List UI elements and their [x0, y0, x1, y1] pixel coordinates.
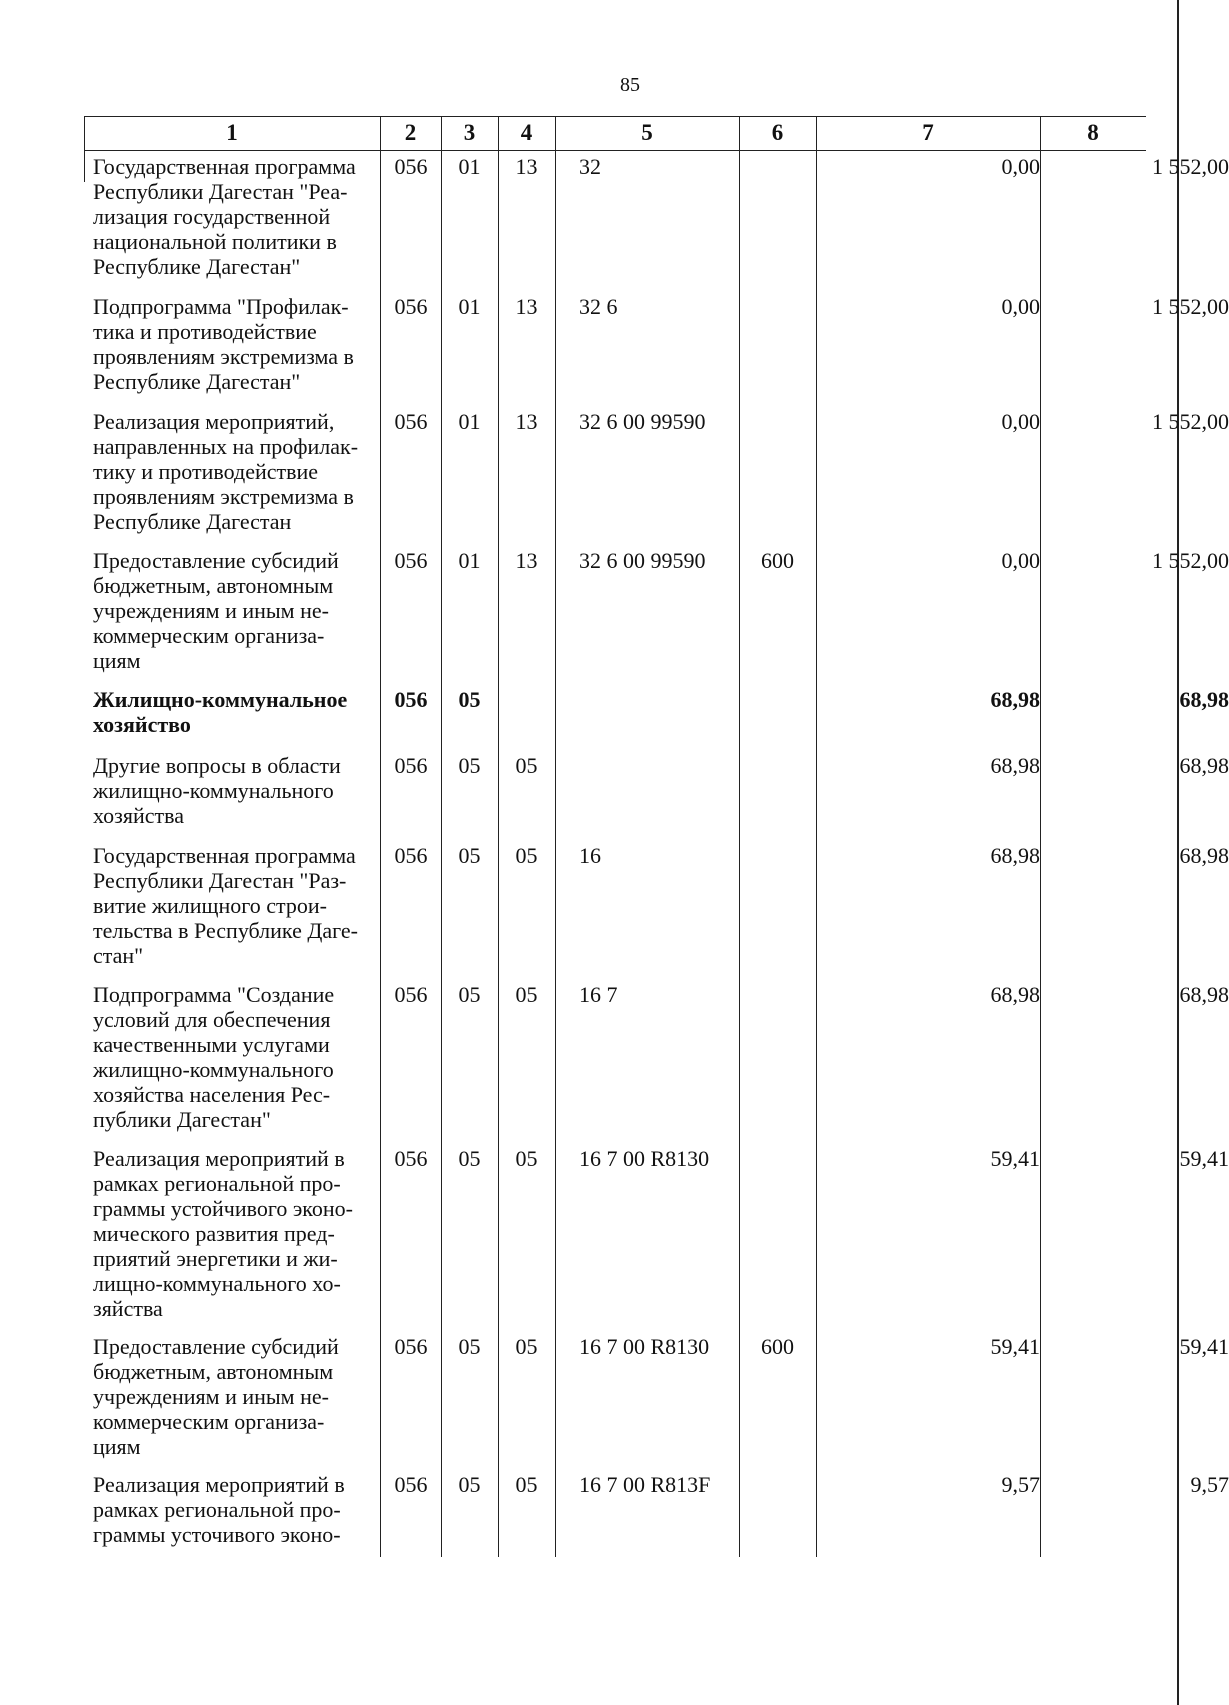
cell-col-3: 01 — [458, 294, 481, 319]
row-name-line: Республике Дагестан" — [93, 369, 301, 394]
budget-table — [84, 116, 1229, 1557]
cell-col-4: 05 — [515, 843, 538, 868]
column-divider — [555, 116, 556, 1557]
cell-col-4: 05 — [515, 1472, 538, 1497]
header-col-8: 8 — [1087, 120, 1099, 145]
cell-col-3: 05 — [458, 687, 481, 712]
cell-col-5: 32 6 00 99590 — [579, 548, 706, 573]
cell-col-3: 05 — [458, 1146, 481, 1171]
row-name-line: бюджетным, автономным — [93, 573, 334, 598]
row-name-line: лизация государственной — [93, 204, 331, 229]
cell-col-4: 13 — [515, 294, 538, 319]
header-bottom-border — [84, 150, 1146, 151]
cell-col-4: 05 — [515, 982, 538, 1007]
cell-col-4: 13 — [515, 548, 538, 573]
row-name-line: Жилищно-коммунальное — [93, 687, 348, 712]
cell-col-7: 0,00 — [1001, 154, 1040, 179]
row-name-line: Подпрограмма "Профилак- — [93, 294, 349, 319]
header-col-7: 7 — [922, 120, 934, 145]
row-name-line: качественными услугами — [93, 1032, 330, 1057]
row-name-line: условий для обеспечения — [93, 1007, 331, 1032]
cell-col-8: 68,98 — [1179, 843, 1229, 868]
cell-col-7: 68,98 — [990, 843, 1040, 868]
cell-col-4: 05 — [515, 1334, 538, 1359]
row-name-line: тика и противодействие — [93, 319, 317, 344]
row-name-line: учреждениям и иным не- — [93, 598, 329, 623]
row-name-line: граммы устойчивого эконо- — [93, 1196, 353, 1221]
row-name-cell — [93, 753, 368, 828]
row-name-cell — [93, 843, 368, 968]
cell-col-7: 59,41 — [990, 1334, 1040, 1359]
cell-col-2: 056 — [394, 753, 428, 778]
row-name-cell — [93, 294, 368, 394]
row-name-line: Республики Дагестан "Реа- — [93, 179, 348, 204]
row-name-line: Подпрограмма "Создание — [93, 982, 335, 1007]
cell-col-2: 056 — [394, 1472, 428, 1497]
cell-col-8: 68,98 — [1179, 687, 1229, 712]
cell-col-4: 13 — [515, 154, 538, 179]
cell-col-2: 056 — [394, 294, 428, 319]
header-col-6: 6 — [771, 120, 784, 145]
cell-col-7: 68,98 — [990, 982, 1040, 1007]
row-name-line: Предоставление субсидий — [93, 1334, 339, 1359]
header-col-5: 5 — [641, 120, 653, 145]
cell-col-3: 05 — [458, 843, 481, 868]
cell-col-7: 59,41 — [990, 1146, 1040, 1171]
row-name-line: жилищно-коммунального — [93, 1057, 334, 1082]
cell-col-2: 056 — [394, 687, 428, 712]
cell-col-8: 1 552,00 — [1152, 154, 1229, 179]
cell-col-8: 1 552,00 — [1152, 409, 1229, 434]
cell-col-4: 05 — [515, 753, 538, 778]
row-name-line: стан" — [93, 943, 144, 968]
cell-col-7: 68,98 — [990, 753, 1040, 778]
cell-col-8: 1 552,00 — [1152, 294, 1229, 319]
cell-col-5: 32 6 — [579, 294, 618, 319]
cell-col-2: 056 — [394, 409, 428, 434]
cell-col-4: 13 — [515, 409, 538, 434]
row-name-line: лищно-коммунального хо- — [93, 1271, 341, 1296]
header-col-4: 4 — [520, 120, 533, 145]
cell-col-7: 9,57 — [1001, 1472, 1040, 1497]
row-name-cell — [93, 1472, 368, 1547]
cell-col-7: 68,98 — [990, 687, 1040, 712]
row-name-line: Реализация мероприятий, — [93, 409, 335, 434]
cell-col-5: 16 7 00 R813F — [579, 1472, 711, 1497]
cell-col-3: 05 — [458, 982, 481, 1007]
table-top-border — [84, 116, 1146, 117]
cell-col-8: 68,98 — [1179, 753, 1229, 778]
row-name-line: зяйства — [93, 1296, 163, 1321]
row-name-line: граммы усточивого эконо- — [93, 1522, 341, 1547]
row-name-line: учреждениям и иным не- — [93, 1384, 329, 1409]
row-name-line: хозяйства населения Рес- — [93, 1082, 331, 1107]
cell-col-2: 056 — [394, 1146, 428, 1171]
cell-col-8: 9,57 — [1190, 1472, 1229, 1497]
row-name-line: Республике Дагестан — [93, 509, 292, 534]
row-name-cell — [93, 548, 368, 673]
row-name-line: коммерческим организа- — [93, 1409, 325, 1434]
cell-col-4: 05 — [515, 1146, 538, 1171]
row-name-line: жилищно-коммунального — [93, 778, 334, 803]
cell-col-5: 32 — [579, 154, 601, 179]
cell-col-7: 0,00 — [1001, 548, 1040, 573]
cell-col-5: 16 — [579, 843, 601, 868]
cell-col-3: 05 — [458, 753, 481, 778]
row-name-cell — [93, 982, 368, 1132]
header-col-3: 3 — [463, 120, 476, 145]
cell-col-3: 01 — [458, 548, 481, 573]
cell-col-2: 056 — [394, 1334, 428, 1359]
row-name-cell — [93, 1334, 368, 1459]
row-name-line: бюджетным, автономным — [93, 1359, 334, 1384]
cell-col-5: 32 6 00 99590 — [579, 409, 706, 434]
row-name-cell — [93, 1146, 368, 1321]
cell-col-2: 056 — [394, 154, 428, 179]
cell-col-8: 68,98 — [1179, 982, 1229, 1007]
cell-col-8: 59,41 — [1179, 1146, 1229, 1171]
cell-col-7: 0,00 — [1001, 409, 1040, 434]
cell-col-3: 01 — [458, 154, 481, 179]
row-name-line: тику и противодействие — [93, 459, 319, 484]
cell-col-2: 056 — [394, 843, 428, 868]
row-name-line: национальной политики в — [93, 229, 337, 254]
row-name-line: направленных на профилак- — [93, 434, 359, 459]
cell-col-2: 056 — [394, 982, 428, 1007]
cell-col-3: 01 — [458, 409, 481, 434]
row-name-line: рамках региональной про- — [93, 1497, 341, 1522]
row-name-cell — [93, 154, 368, 279]
cell-col-8: 1 552,00 — [1152, 548, 1229, 573]
row-name-line: Республики Дагестан "Раз- — [93, 868, 347, 893]
cell-col-5: 16 7 00 R8130 — [579, 1146, 710, 1171]
row-name-line: тельства в Республике Даге- — [93, 918, 358, 943]
cell-col-5: 16 7 — [579, 982, 618, 1007]
cell-col-3: 05 — [458, 1334, 481, 1359]
row-name-line: проявлениям экстремизма в — [93, 344, 354, 369]
row-name-line: Государственная программа — [93, 843, 356, 868]
row-name-line: Реализация мероприятий в — [93, 1472, 345, 1497]
row-name-line: циям — [93, 1434, 141, 1459]
row-name-line: Предоставление субсидий — [93, 548, 339, 573]
row-name-line: рамках региональной про- — [93, 1171, 341, 1196]
header-col-1: 1 — [226, 120, 238, 145]
row-name-line: хозяйства — [93, 803, 184, 828]
row-name-line: Государственная программа — [93, 154, 356, 179]
row-name-line: коммерческим организа- — [93, 623, 325, 648]
cell-col-5: 16 7 00 R8130 — [579, 1334, 710, 1359]
row-name-line: Другие вопросы в области — [93, 753, 341, 778]
page-number: 85 — [620, 74, 640, 96]
cell-col-2: 056 — [394, 548, 428, 573]
row-name-line: мического развития пред- — [93, 1221, 335, 1246]
row-name-line: Республике Дагестан" — [93, 254, 301, 279]
row-name-cell — [93, 687, 368, 737]
row-name-line: публики Дагестан" — [93, 1107, 271, 1132]
row-name-cell — [93, 409, 368, 534]
column-divider — [1040, 116, 1041, 1557]
row-name-line: Реализация мероприятий в — [93, 1146, 345, 1171]
cell-col-6: 600 — [761, 1334, 794, 1359]
row-name-line: хозяйство — [93, 712, 191, 737]
cell-col-8: 59,41 — [1179, 1334, 1229, 1359]
cell-col-6: 600 — [761, 548, 794, 573]
row-name-line: приятий энергетики и жи- — [93, 1246, 338, 1271]
row-name-line: витие жилищного строи- — [93, 893, 327, 918]
row-name-line: циям — [93, 648, 141, 673]
cell-col-3: 05 — [458, 1472, 481, 1497]
row-name-line: проявлениям экстремизма в — [93, 484, 354, 509]
cell-col-7: 0,00 — [1001, 294, 1040, 319]
header-col-2: 2 — [404, 120, 417, 145]
